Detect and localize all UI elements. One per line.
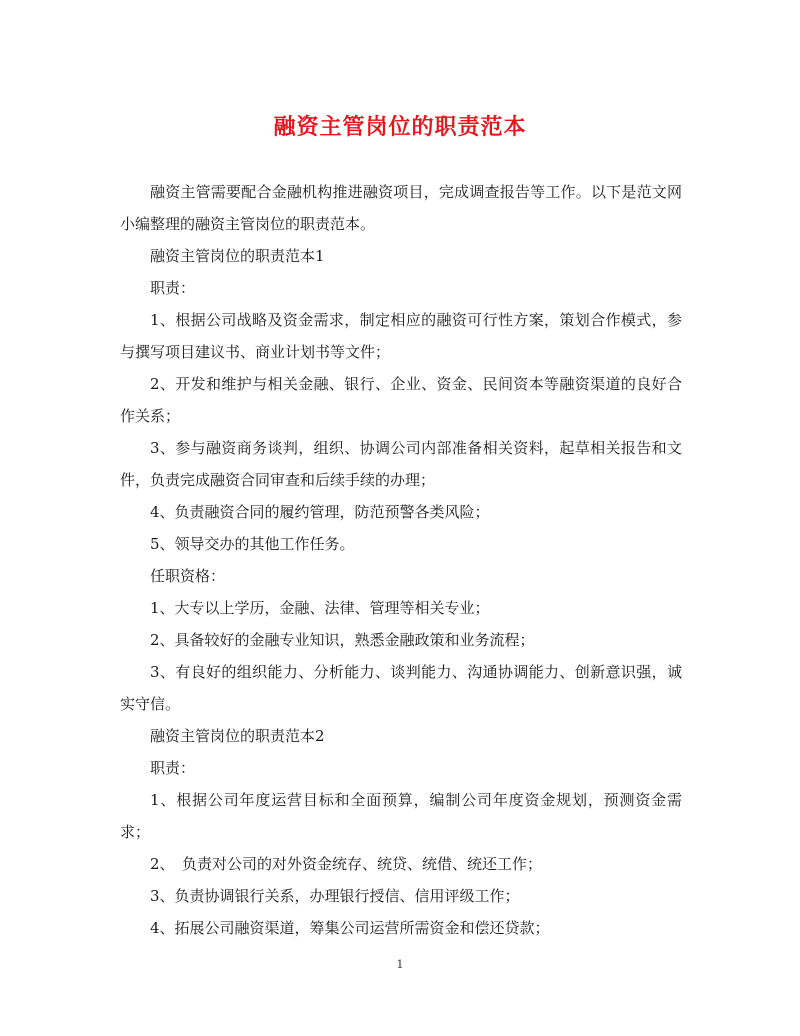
duties-label-1: 职责： xyxy=(150,279,196,297)
section-heading-2: 融资主管岗位的职责范本2 xyxy=(150,727,325,745)
section-heading-1: 融资主管岗位的职责范本1 xyxy=(150,247,325,265)
page-number: 1 xyxy=(396,958,404,971)
duty-item-2-1: 1、根据公司年度运营目标和全面预算，编制公司年度资金规划，预测资金需求； xyxy=(120,791,682,841)
duties-label-2: 职责： xyxy=(150,759,196,777)
document-title: 融资主管岗位的职责范本 xyxy=(273,114,527,140)
duty-item-2-2: 2、 负责对公司的对外资金统存、统贷、统借、统还工作； xyxy=(150,855,543,873)
duty-item-1-1: 1、根据公司战略及资金需求，制定相应的融资可行性方案，策划合作模式，参与撰写项目建议书、商业计划书等文件； xyxy=(120,311,682,361)
duty-item-1-3: 3、参与融资商务谈判，组织、协调公司内部准备相关资料，起草相关报告和文件，负责完成融资合同审查和后续手续的办理； xyxy=(120,439,682,489)
qualification-item-1: 1、大专以上学历，金融、法律、管理等相关专业； xyxy=(150,599,490,617)
qualification-item-2: 2、具备较好的金融专业知识，熟悉金融政策和业务流程； xyxy=(150,631,535,649)
intro-paragraph: 融资主管需要配合金融机构推进融资项目，完成调查报告等工作。以下是范文网小编整理的融资主管岗位的职责范本。 xyxy=(120,183,682,233)
duty-item-1-2: 2、开发和维护与相关金融、银行、企业、资金、民间资本等融资渠道的良好合作关系； xyxy=(120,375,682,425)
duty-item-1-5: 5、领导交办的其他工作任务。 xyxy=(150,535,355,553)
duty-item-1-4: 4、负责融资合同的履约管理，防范预警各类风险； xyxy=(150,503,490,521)
document-body xyxy=(120,176,682,944)
duty-item-2-4: 4、拓展公司融资渠道，筹集公司运营所需资金和偿还贷款； xyxy=(150,919,550,937)
qualifications-label: 任职资格： xyxy=(150,567,226,585)
qualification-item-3: 3、有良好的组织能力、分析能力、谈判能力、沟通协调能力、创新意识强，诚实守信。 xyxy=(120,663,682,713)
duty-item-2-3: 3、负责协调银行关系，办理银行授信、信用评级工作； xyxy=(150,887,520,905)
